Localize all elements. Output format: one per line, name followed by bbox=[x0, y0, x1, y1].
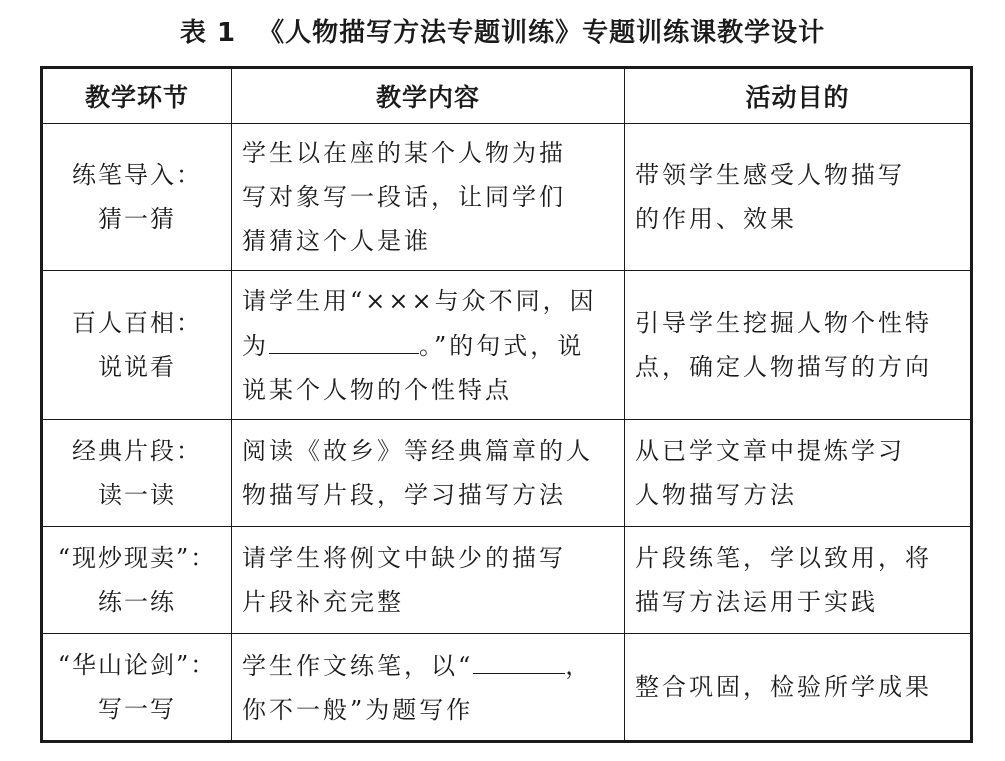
content-text: 猜猜这个人是谁 bbox=[242, 227, 431, 255]
content-text: 写对象写一段话，让同学们 bbox=[242, 183, 566, 211]
content-text: 说某个人物的个性特点 bbox=[242, 375, 512, 404]
content-cell bbox=[232, 527, 625, 634]
stage-text: 写一写 bbox=[98, 695, 176, 723]
fill-in-blank bbox=[473, 643, 565, 674]
table-row bbox=[42, 124, 972, 271]
table-caption bbox=[0, 10, 1005, 56]
header-row bbox=[42, 68, 972, 124]
stage-text: 说说看 bbox=[98, 353, 176, 381]
caption-title: 《人物描写方法专题训练》专题训练课教学设计 bbox=[258, 18, 826, 48]
stage-text: 百人百相： bbox=[72, 309, 202, 337]
content-cell bbox=[232, 271, 625, 420]
purpose-text: 整合巩固，检验所学成果 bbox=[635, 673, 932, 701]
purpose-text: 从已学文章中提炼学习 bbox=[635, 437, 905, 465]
table-row bbox=[42, 420, 972, 527]
purpose-cell bbox=[625, 124, 972, 271]
stage-cell bbox=[42, 634, 232, 742]
purpose-cell bbox=[625, 271, 972, 420]
purpose-cell bbox=[625, 420, 972, 527]
content-text: 请学生用“×××与众不同，因 bbox=[242, 286, 597, 315]
caption-number: 表 1 bbox=[179, 18, 237, 48]
purpose-text: 的作用、效果 bbox=[635, 205, 797, 233]
content-fragment: 学生作文练笔，以“ bbox=[242, 651, 474, 680]
purpose-cell bbox=[625, 634, 972, 742]
content-text bbox=[242, 323, 614, 368]
content-fragment: 为 bbox=[242, 331, 269, 360]
table-row bbox=[42, 634, 972, 742]
stage-cell bbox=[42, 527, 232, 634]
stage-text: 经典片段： bbox=[72, 437, 202, 465]
stage-cell bbox=[42, 271, 232, 420]
content-text: 片段补充完整 bbox=[242, 588, 404, 616]
content-fragment: ， bbox=[565, 651, 593, 680]
content-fragment: 。”的句式，说 bbox=[419, 331, 585, 360]
stage-text: “华山论剑”： bbox=[57, 651, 217, 679]
stage-text: “现炒现卖”： bbox=[57, 544, 217, 572]
lesson-design-table bbox=[40, 66, 973, 743]
content-text: 物描写片段，学习描写方法 bbox=[242, 481, 566, 509]
content-text: 请学生将例文中缺少的描写 bbox=[242, 544, 566, 572]
content-text: 你不一般”为题写作 bbox=[242, 695, 474, 724]
stage-cell bbox=[42, 420, 232, 527]
header-content: 教学内容 bbox=[232, 68, 625, 124]
purpose-cell bbox=[625, 527, 972, 634]
stage-text: 读一读 bbox=[98, 481, 176, 509]
purpose-text: 描写方法运用于实践 bbox=[635, 588, 878, 616]
purpose-text: 人物描写方法 bbox=[635, 481, 797, 509]
purpose-text: 引导学生挖掘人物个性特 bbox=[635, 309, 932, 337]
purpose-text: 片段练笔，学以致用，将 bbox=[635, 544, 932, 572]
stage-text: 猜一猜 bbox=[98, 205, 176, 233]
table-row bbox=[42, 271, 972, 420]
content-cell bbox=[232, 634, 625, 742]
content-cell bbox=[232, 420, 625, 527]
content-text bbox=[242, 643, 614, 688]
content-text: 阅读《故乡》等经典篇章的人 bbox=[242, 437, 593, 465]
header-stage: 教学环节 bbox=[42, 68, 232, 124]
content-text: 学生以在座的某个人物为描 bbox=[242, 139, 566, 167]
content-cell bbox=[232, 124, 625, 271]
purpose-text: 带领学生感受人物描写 bbox=[635, 161, 905, 189]
table-row bbox=[42, 527, 972, 634]
header-purpose: 活动目的 bbox=[625, 68, 972, 124]
purpose-text: 点，确定人物描写的方向 bbox=[635, 353, 932, 381]
fill-in-blank bbox=[269, 323, 419, 354]
stage-text: 练笔导入： bbox=[72, 161, 202, 189]
stage-text: 练一练 bbox=[98, 588, 176, 616]
stage-cell bbox=[42, 124, 232, 271]
